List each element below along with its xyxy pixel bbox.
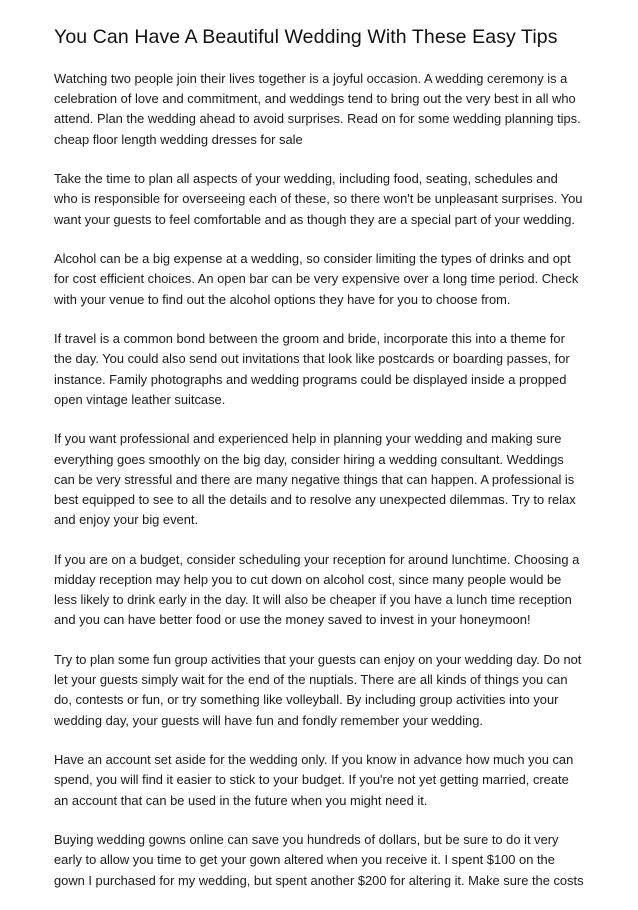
text-line: celebration of love and commitment, and weddings tend to bring out the very best in all who bbox=[54, 91, 576, 107]
text-line: everything goes smoothly on the big day, consider hiring a wedding consultant. Weddings bbox=[54, 451, 564, 467]
text-line: Watching two people join their lives together is a joyful occasion. A wedding ceremony is a bbox=[54, 71, 568, 86]
text-line bbox=[54, 130, 594, 150]
paragraph-gowns bbox=[54, 830, 594, 891]
text-line: and enjoy your big event. bbox=[54, 512, 199, 528]
text-line: Take the time to plan all aspects of your wedding, including food, seating, schedules and bbox=[54, 171, 558, 187]
text-line: open vintage leather suitcase. bbox=[54, 391, 226, 407]
text-line: Buying wedding gowns online can save you hundreds of dollars, but be sure to do it very bbox=[54, 832, 559, 848]
text-line: gown I purchased for my wedding, but spent another $200 for altering it. Make sure the costs bbox=[54, 872, 584, 888]
text-line: If you are on a budget, consider scheduling your reception for around lunchtime. Choosing a bbox=[54, 551, 580, 567]
document-page bbox=[54, 25, 594, 910]
paragraph-budget bbox=[54, 550, 594, 631]
text-line: and you can have better food or use the money saved to invest in your honeymoon! bbox=[54, 612, 531, 628]
text-line: an account that can be used in the future when you might need it. bbox=[54, 792, 428, 808]
text-line: less likely to drink early in the day. It will also be cheaper if you have a lunch time reception bbox=[54, 592, 572, 608]
wedding-dresses-link[interactable]: cheap floor length wedding dresses for sale bbox=[54, 131, 303, 147]
text-line: Try to plan some fun group activities that your guests can enjoy on your wedding day. Do not bbox=[54, 652, 582, 668]
text-line: best equipped to see to all the details and to resolve any unexpected dilemmas. Try to relax bbox=[54, 492, 576, 508]
text-line: for cost efficient choices. An open bar can be very expensive over a long time period. Check bbox=[54, 271, 579, 287]
text-line: spend, you will find it easier to stick to your budget. If you're not yet getting married, create bbox=[54, 772, 569, 788]
text-line: midday reception may help you to cut down on alcohol cost, since many people would be bbox=[54, 572, 562, 588]
paragraph-activities bbox=[54, 650, 594, 731]
text-line: Have an account set aside for the wedding only. If you know in advance how much you can bbox=[54, 752, 574, 768]
text-line: attend. Plan the wedding ahead to avoid surprises. Read on for some wedding planning tips. bbox=[54, 111, 581, 127]
text-line: wedding day, your guests will have fun and fondly remember your wedding. bbox=[54, 712, 483, 728]
document-title: You Can Have A Beautiful Wedding With These Easy Tips bbox=[54, 26, 558, 48]
paragraph-planning bbox=[54, 169, 594, 230]
paragraph-consultant bbox=[54, 429, 594, 530]
paragraph-account bbox=[54, 750, 594, 811]
paragraph-alcohol bbox=[54, 249, 594, 310]
text-line: Alcohol can be a big expense at a wedding, so consider limiting the types of drinks and opt bbox=[54, 251, 571, 267]
text-line: do, contests or fun, or try something like volleyball. By including group activities into your bbox=[54, 692, 559, 708]
text-line: who is responsible for overseeing each of these, so there won't be unpleasant surprises. You bbox=[54, 191, 583, 207]
text-line: the day. You could also send out invitations that look like postcards or boarding passes, for bbox=[54, 351, 570, 367]
text-line: If travel is a common bond between the groom and bride, incorporate this into a theme for bbox=[54, 331, 565, 347]
text-line: want your guests to feel comfortable and as though they are a special part of your wedding. bbox=[54, 211, 575, 227]
paragraph-travel-theme bbox=[54, 329, 594, 410]
text-line: early to allow you time to get your gown altered when you receive it. I spent $100 on the bbox=[54, 852, 555, 868]
text-line: with your venue to find out the alcohol options they have for you to choose from. bbox=[54, 291, 511, 307]
text-line: can be very stressful and there are many negative things that can happen. A professional is bbox=[54, 471, 575, 487]
paragraph-intro bbox=[54, 69, 594, 150]
text-line: let your guests simply wait for the end of the nuptials. There are all kinds of things you can bbox=[54, 672, 568, 688]
text-line: If you want professional and experienced help in planning your wedding and making sure bbox=[54, 431, 562, 447]
text-line: instance. Family photographs and wedding programs could be displayed inside a propped bbox=[54, 371, 567, 387]
